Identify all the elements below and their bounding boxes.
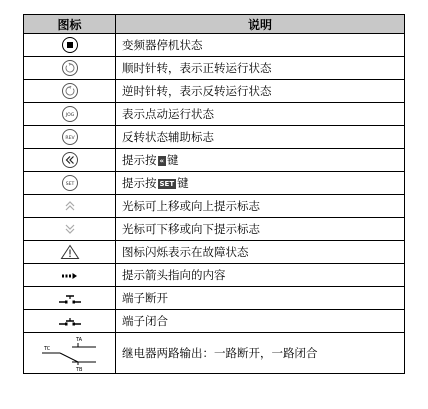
svg-text:TA: TA bbox=[75, 337, 82, 343]
double-left-key-icon: « bbox=[159, 156, 165, 165]
relay-two-way-icon bbox=[38, 334, 102, 372]
header-description: 说明 bbox=[116, 15, 405, 34]
table-row bbox=[24, 149, 405, 172]
double-down-chevron-icon bbox=[63, 222, 77, 236]
double-up-chevron-icon bbox=[63, 199, 77, 213]
svg-text:TB: TB bbox=[75, 367, 82, 372]
svg-text:REV: REV bbox=[64, 136, 75, 141]
rev-circle-icon bbox=[61, 128, 79, 146]
row-description: 逆时针转，表示反转运行状态 bbox=[116, 80, 405, 103]
row-description: 端子闭合 bbox=[116, 310, 405, 333]
table-row bbox=[24, 310, 405, 333]
table-row bbox=[24, 126, 405, 149]
table-row bbox=[24, 195, 405, 218]
double-left-circle-icon bbox=[61, 151, 79, 169]
table-row bbox=[24, 34, 405, 57]
set-key-icon: SET bbox=[159, 179, 175, 188]
jog-circle-icon bbox=[61, 105, 79, 123]
warning-triangle-icon bbox=[60, 244, 80, 260]
row-description: 端子断开 bbox=[116, 287, 405, 310]
stop-circle-icon bbox=[61, 36, 79, 54]
table-row bbox=[24, 264, 405, 287]
arrow-pointer-icon bbox=[61, 272, 79, 280]
counterclockwise-circle-icon bbox=[61, 82, 79, 100]
row-description: 表示点动运行状态 bbox=[116, 103, 405, 126]
svg-text:SET: SET bbox=[65, 182, 74, 187]
terminal-open-icon bbox=[58, 293, 82, 305]
row-description: 提示按 SET 键 bbox=[116, 172, 405, 195]
table-row bbox=[24, 103, 405, 126]
svg-text:TC: TC bbox=[43, 346, 50, 352]
row-description: 提示箭头指向的内容 bbox=[116, 264, 405, 287]
table-row bbox=[24, 218, 405, 241]
row-description: 光标可上移或向上提示标志 bbox=[116, 195, 405, 218]
clockwise-circle-icon bbox=[61, 59, 79, 77]
row-description: 继电器两路输出：一路断开，一路闭合 bbox=[116, 333, 405, 374]
terminal-closed-icon bbox=[58, 316, 82, 328]
row-description: 提示按 « 键 bbox=[116, 149, 405, 172]
table-row bbox=[24, 80, 405, 103]
table-row bbox=[24, 57, 405, 80]
set-circle-icon bbox=[61, 174, 79, 192]
svg-text:JOG: JOG bbox=[65, 113, 74, 118]
table-row bbox=[24, 333, 405, 374]
row-description: 变频器停机状态 bbox=[116, 34, 405, 57]
header-icon: 图标 bbox=[24, 15, 116, 34]
table-header-row bbox=[24, 15, 405, 34]
table-row bbox=[24, 241, 405, 264]
row-description: 反转状态辅助标志 bbox=[116, 126, 405, 149]
table-row bbox=[24, 287, 405, 310]
icon-legend-table bbox=[23, 14, 405, 374]
row-description: 图标闪烁表示在故障状态 bbox=[116, 241, 405, 264]
row-description: 光标可下移或向下提示标志 bbox=[116, 218, 405, 241]
table-row bbox=[24, 172, 405, 195]
row-description: 顺时针转，表示正转运行状态 bbox=[116, 57, 405, 80]
